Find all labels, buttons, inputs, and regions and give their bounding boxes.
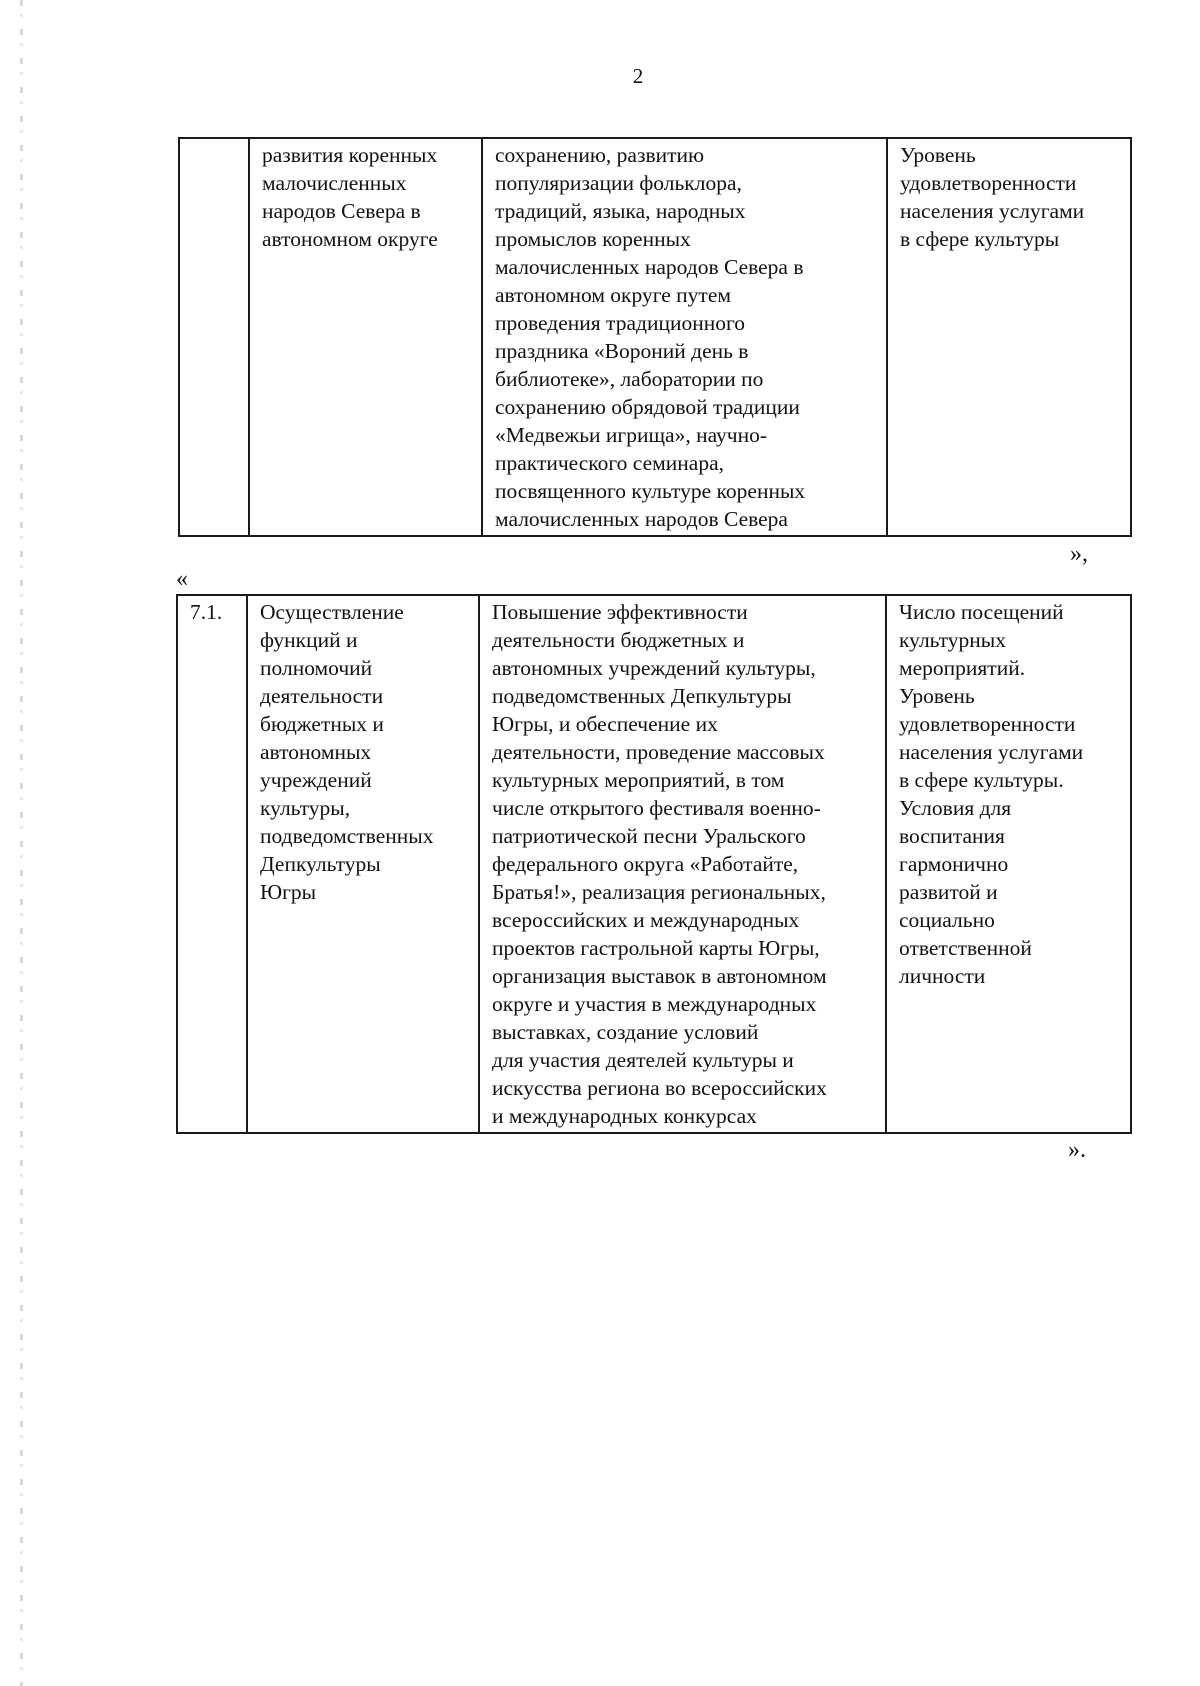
table-row — [177, 595, 1131, 1133]
row-description-cell: Повышение эффективности деятельности бюджетных и автономных учреждений культуры, подведомственных Депкультуры Югры, и обеспечение их деятельности, проведение массовых культурных мероприятий, в том числе открытого фестиваля военно- патриотической песни Уральского федерального округа «Работайте, Братья!», реализация региональных, всероссийских и международных проектов гастрольной карты Югры, организация выставок в автономном округе и участия в международных выставках, создание условий для участия деятелей культуры и искусства региона во всероссийских и международных конкурсах — [479, 595, 886, 1133]
scan-edge-artifact — [20, 0, 23, 1686]
row-name-cell: Осуществление функций и полномочий деятельности бюджетных и автономных учреждений культуры, подведомственных Депкультуры Югры — [247, 595, 479, 1133]
row-description-cell: сохранению, развитию популяризации фольклора, традиций, языка, народных промыслов коренных малочисленных народов Севера в автономном округе путем проведения традиционного праздника «Вороний день в библиотеке», лаборатории по сохранению обрядовой традиции «Медвежьи игрища», научно- практического семинара, посвященного культуре коренных малочисленных народов Севера — [482, 138, 887, 536]
row-indicator-cell: Уровень удовлетворенности населения услугами в сфере культуры — [887, 138, 1131, 536]
page-number: 2 — [632, 64, 644, 88]
program-table-item-7-1 — [176, 594, 1132, 1134]
table-row — [179, 138, 1131, 536]
closing-quote: », — [1070, 541, 1088, 567]
opening-quote: « — [176, 566, 188, 592]
program-table-continued — [178, 137, 1132, 537]
row-name-cell: развития коренных малочисленных народов Севера в автономном округе — [249, 138, 482, 536]
row-number-cell — [179, 138, 249, 536]
row-indicator-cell: Число посещений культурных мероприятий. Уровень удовлетворенности населения услугами в сфере культуры. Условия для воспитания гармонично развитой и социально ответственной личности — [886, 595, 1131, 1133]
closing-quote: ». — [1068, 1137, 1086, 1163]
row-number-cell: 7.1. — [177, 595, 247, 1133]
